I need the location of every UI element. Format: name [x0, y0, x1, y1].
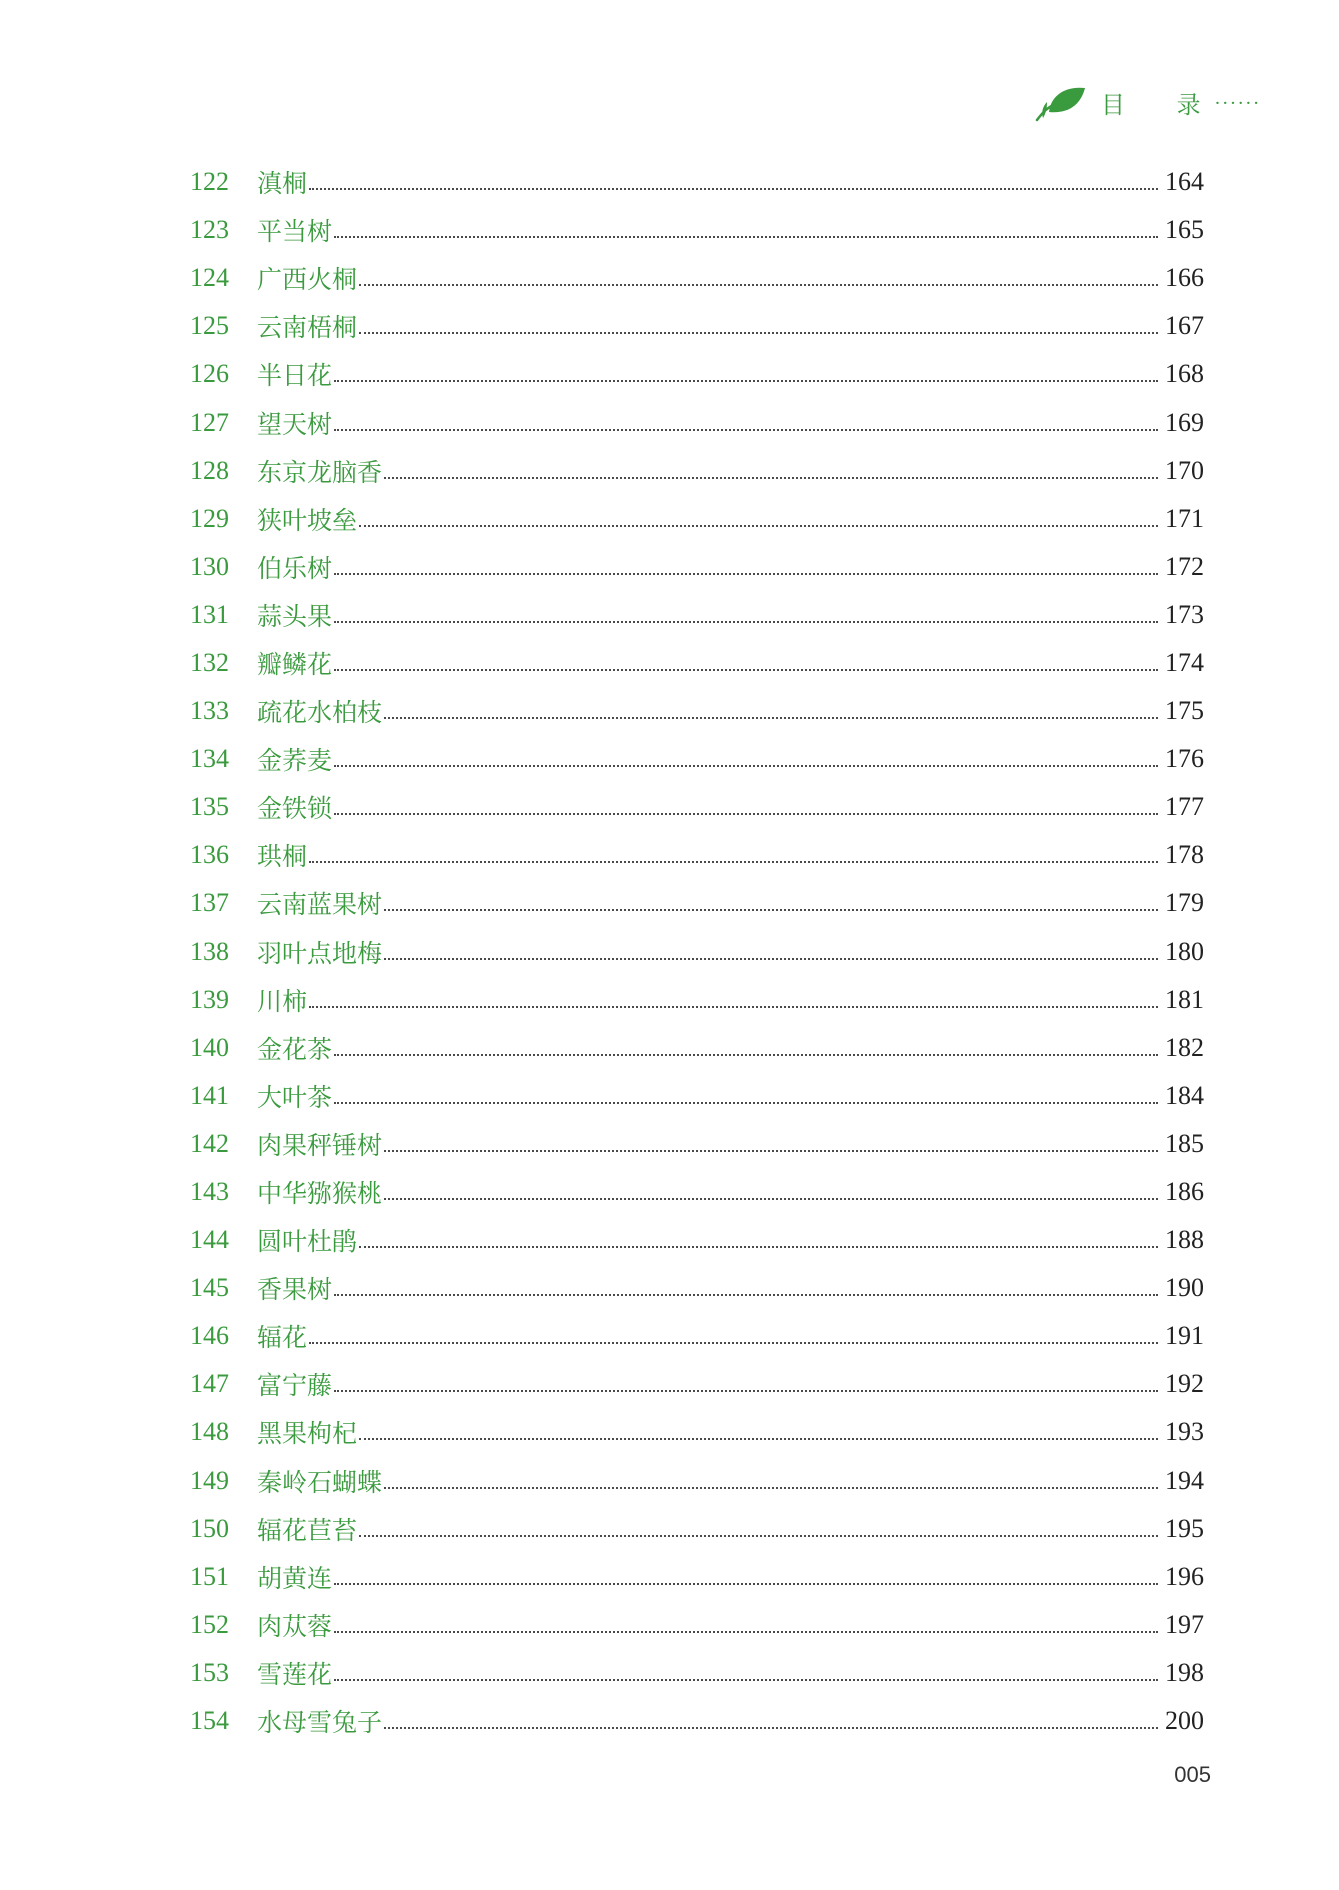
entry-number: 130: [190, 551, 229, 581]
entry-number: 122: [190, 167, 229, 197]
entry-title: 狭叶坡垒: [257, 505, 358, 535]
entry-page: 198: [1165, 1657, 1204, 1687]
toc-entry[interactable]: [190, 495, 1204, 543]
entry-title: 秦岭石蝴蝶: [257, 1467, 383, 1497]
entry-number: 125: [190, 311, 229, 341]
toc-entry[interactable]: [190, 1072, 1204, 1120]
toc-entry[interactable]: [190, 687, 1204, 735]
entry-title: 东京龙脑香: [257, 457, 383, 487]
entry-title: 辐花: [257, 1323, 308, 1353]
entry-title: 圆叶杜鹃: [257, 1227, 358, 1257]
entry-title: 雪莲花: [257, 1659, 333, 1689]
toc-entry[interactable]: [190, 1505, 1204, 1553]
entry-page: 174: [1165, 647, 1204, 677]
entry-page: 168: [1165, 359, 1204, 389]
dot-leader: [334, 236, 1158, 238]
toc-entry[interactable]: [190, 158, 1204, 206]
entry-number: 145: [190, 1273, 229, 1303]
entry-number: 151: [190, 1561, 229, 1591]
toc-entry[interactable]: [190, 1408, 1204, 1456]
entry-page: 194: [1165, 1465, 1204, 1495]
dot-leader: [359, 332, 1158, 334]
entry-page: 191: [1165, 1321, 1204, 1351]
toc-entry[interactable]: [190, 1649, 1204, 1697]
toc-entry[interactable]: [190, 831, 1204, 879]
entry-page: 182: [1165, 1032, 1204, 1062]
entry-number: 135: [190, 792, 229, 822]
header-dots: ······: [1214, 92, 1261, 114]
entry-number: 127: [190, 407, 229, 437]
entry-title: 辐花苣苔: [257, 1515, 358, 1545]
toc-entry[interactable]: [190, 1697, 1204, 1745]
dot-leader: [334, 765, 1158, 767]
dot-leader: [334, 1054, 1158, 1056]
entry-number: 139: [190, 984, 229, 1014]
entry-number: 154: [190, 1706, 229, 1736]
entry-title: 肉苁蓉: [257, 1611, 333, 1641]
entry-page: 188: [1165, 1225, 1204, 1255]
toc-entry[interactable]: [190, 206, 1204, 254]
entry-page: 180: [1165, 936, 1204, 966]
entry-title: 川柿: [257, 986, 308, 1016]
entry-number: 136: [190, 840, 229, 870]
entry-page: 195: [1165, 1513, 1204, 1543]
entry-page: 176: [1165, 744, 1204, 774]
toc-entry[interactable]: [190, 302, 1204, 350]
entry-number: 142: [190, 1128, 229, 1158]
toc-entry[interactable]: [190, 1457, 1204, 1505]
toc-entry[interactable]: [190, 350, 1204, 398]
entry-page: 177: [1165, 792, 1204, 822]
dot-leader: [359, 1535, 1158, 1537]
dot-leader: [334, 1583, 1158, 1585]
entry-title: 云南蓝果树: [257, 890, 383, 920]
entry-page: 200: [1165, 1706, 1204, 1736]
dot-leader: [334, 1102, 1158, 1104]
entry-number: 126: [190, 359, 229, 389]
entry-title: 金花茶: [257, 1034, 333, 1064]
entry-number: 141: [190, 1080, 229, 1110]
entry-title: 云南梧桐: [257, 313, 358, 343]
entry-number: 124: [190, 263, 229, 293]
entry-number: 153: [190, 1657, 229, 1687]
dot-leader: [384, 1198, 1158, 1200]
entry-number: 148: [190, 1417, 229, 1447]
entry-page: 172: [1165, 551, 1204, 581]
entry-title: 水母雪兔子: [257, 1708, 383, 1738]
entry-title: 金荞麦: [257, 746, 333, 776]
entry-page: 185: [1165, 1128, 1204, 1158]
entry-title: 疏花水柏枝: [257, 698, 383, 728]
entry-number: 152: [190, 1609, 229, 1639]
dot-leader: [334, 1631, 1158, 1633]
entry-title: 羽叶点地梅: [257, 938, 383, 968]
page-number: 005: [1174, 1762, 1211, 1787]
entry-title: 滇桐: [257, 169, 308, 199]
entry-page: 196: [1165, 1561, 1204, 1591]
dot-leader: [359, 525, 1158, 527]
dot-leader: [309, 1342, 1158, 1344]
toc-entry[interactable]: [190, 976, 1204, 1024]
entry-title: 蒜头果: [257, 601, 333, 631]
entry-page: 184: [1165, 1080, 1204, 1110]
toc-entry[interactable]: [190, 398, 1204, 446]
entry-number: 150: [190, 1513, 229, 1543]
entry-page: 164: [1165, 167, 1204, 197]
entry-title: 富宁藤: [257, 1371, 333, 1401]
dot-leader: [384, 1727, 1158, 1729]
dot-leader: [384, 1150, 1158, 1152]
toc-entry[interactable]: [190, 1024, 1204, 1072]
entry-title: 大叶茶: [257, 1082, 333, 1112]
entry-title: 瓣鳞花: [257, 649, 333, 679]
entry-title: 广西火桐: [257, 265, 358, 295]
toc-entry[interactable]: [190, 1312, 1204, 1360]
dot-leader: [334, 429, 1158, 431]
entry-number: 149: [190, 1465, 229, 1495]
dot-leader: [334, 380, 1158, 382]
entry-page: 170: [1165, 455, 1204, 485]
entry-number: 133: [190, 696, 229, 726]
dot-leader: [384, 958, 1158, 960]
entry-page: 190: [1165, 1273, 1204, 1303]
entry-page: 166: [1165, 263, 1204, 293]
entry-number: 146: [190, 1321, 229, 1351]
entry-title: 香果树: [257, 1275, 333, 1305]
toc-entry[interactable]: [190, 735, 1204, 783]
dot-leader: [334, 573, 1158, 575]
dot-leader: [359, 1438, 1158, 1440]
entry-number: 143: [190, 1177, 229, 1207]
entry-page: 193: [1165, 1417, 1204, 1447]
entry-number: 137: [190, 888, 229, 918]
table-of-contents: [190, 158, 1204, 1745]
toc-entry[interactable]: [190, 928, 1204, 976]
entry-number: 144: [190, 1225, 229, 1255]
entry-title: 望天树: [257, 409, 333, 439]
entry-number: 129: [190, 503, 229, 533]
entry-page: 197: [1165, 1609, 1204, 1639]
entry-number: 128: [190, 455, 229, 485]
leaf-icon: [1033, 82, 1087, 122]
dot-leader: [334, 813, 1158, 815]
entry-number: 134: [190, 744, 229, 774]
entry-number: 138: [190, 936, 229, 966]
toc-entry[interactable]: [190, 254, 1204, 302]
entry-number: 140: [190, 1032, 229, 1062]
toc-entry[interactable]: [190, 1360, 1204, 1408]
entry-number: 123: [190, 215, 229, 245]
dot-leader: [309, 1006, 1158, 1008]
entry-page: 192: [1165, 1369, 1204, 1399]
entry-page: 169: [1165, 407, 1204, 437]
entry-page: 175: [1165, 696, 1204, 726]
entry-title: 胡黄连: [257, 1563, 333, 1593]
toc-entry[interactable]: [190, 1216, 1204, 1264]
toc-entry[interactable]: [190, 879, 1204, 927]
dot-leader: [384, 717, 1158, 719]
entry-title: 半日花: [257, 361, 333, 391]
entry-page: 186: [1165, 1177, 1204, 1207]
dot-leader: [359, 1246, 1158, 1248]
entry-page: 167: [1165, 311, 1204, 341]
entry-page: 165: [1165, 215, 1204, 245]
entry-title: 平当树: [257, 217, 333, 247]
toc-entry[interactable]: [190, 1264, 1204, 1312]
toc-entry[interactable]: [190, 1553, 1204, 1601]
header-title: 目 录: [1101, 90, 1223, 119]
entry-number: 132: [190, 647, 229, 677]
entry-number: 147: [190, 1369, 229, 1399]
page-header: [1033, 82, 1261, 122]
entry-page: 178: [1165, 840, 1204, 870]
entry-title: 黑果枸杞: [257, 1419, 358, 1449]
dot-leader: [334, 669, 1158, 671]
entry-page: 179: [1165, 888, 1204, 918]
entry-page: 181: [1165, 984, 1204, 1014]
dot-leader: [384, 1487, 1158, 1489]
dot-leader: [334, 1390, 1158, 1392]
entry-page: 173: [1165, 599, 1204, 629]
entry-title: 伯乐树: [257, 553, 333, 583]
dot-leader: [334, 1294, 1158, 1296]
dot-leader: [359, 284, 1158, 286]
toc-entry[interactable]: [190, 1601, 1204, 1649]
entry-number: 131: [190, 599, 229, 629]
toc-entry[interactable]: [190, 447, 1204, 495]
entry-title: 金铁锁: [257, 794, 333, 824]
entry-title: 珙桐: [257, 842, 308, 872]
entry-page: 171: [1165, 503, 1204, 533]
entry-title: 肉果秤锤树: [257, 1130, 383, 1160]
toc-entry[interactable]: [190, 639, 1204, 687]
dot-leader: [334, 1679, 1158, 1681]
toc-entry[interactable]: [190, 1168, 1204, 1216]
toc-entry[interactable]: [190, 1120, 1204, 1168]
entry-title: 中华猕猴桃: [257, 1179, 383, 1209]
dot-leader: [384, 909, 1158, 911]
dot-leader: [309, 861, 1158, 863]
toc-entry[interactable]: [190, 783, 1204, 831]
dot-leader: [384, 477, 1158, 479]
toc-entry[interactable]: [190, 543, 1204, 591]
toc-entry[interactable]: [190, 591, 1204, 639]
dot-leader: [309, 188, 1158, 190]
dot-leader: [334, 621, 1158, 623]
